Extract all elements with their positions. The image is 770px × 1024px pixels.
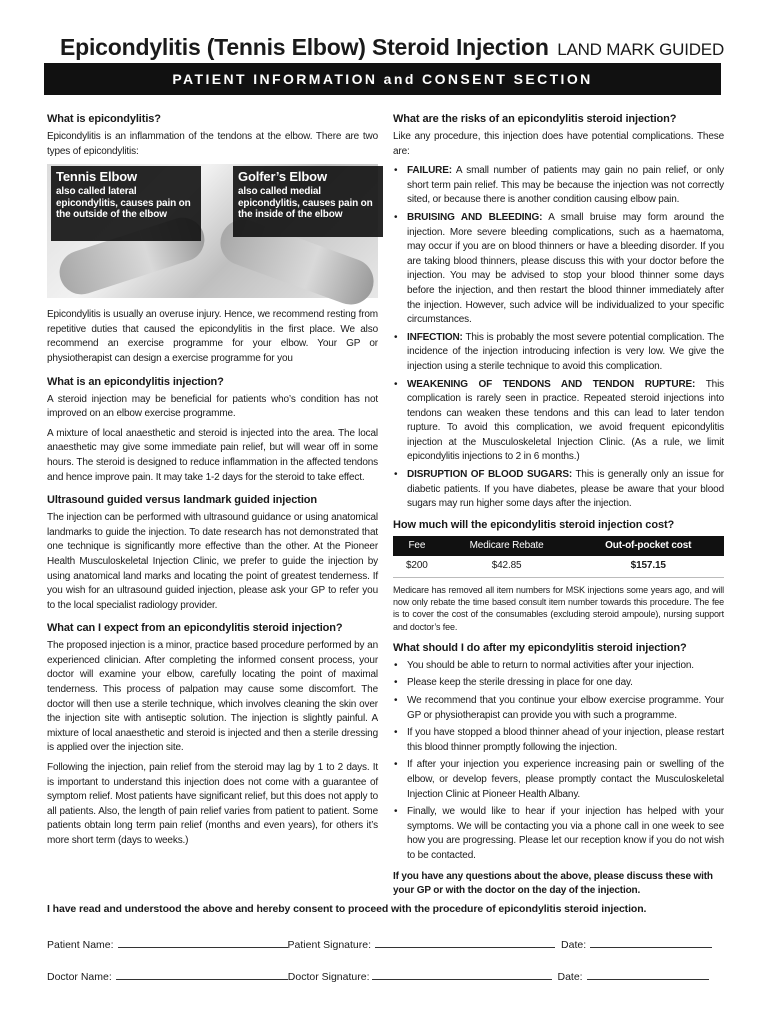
tennis-elbow-title: Tennis Elbow bbox=[56, 169, 138, 185]
risk-term: BRUISING AND BLEEDING: bbox=[407, 211, 543, 223]
patient-signature-label: Patient Signature: bbox=[287, 939, 372, 951]
cost-note: Medicare has removed all item numbers for MSK injections some years ago, and will now only rebate the time based consult item number towards this procedure. The fee is to cover the cost of the consumables (excluding steroid ampoule), nursing support and doctor’s fee. bbox=[393, 585, 724, 632]
heading-what-is-injection: What is an epicondylitis injection? bbox=[47, 375, 224, 388]
doctor-name-field[interactable] bbox=[116, 968, 288, 980]
intro-paragraph: Epicondylitis is an inflammation of the tendons at the elbow. There are two types of epicondylitis: bbox=[47, 131, 378, 157]
cost-table-header-row bbox=[393, 536, 724, 557]
golfers-elbow-text: also called medial epicondylitis, causes pain on the inside of the elbow bbox=[238, 186, 373, 221]
overuse-paragraph: Epicondylitis is usually an overuse injury. Hence, we recommend resting from repetitive duties that caused the epicondylitis in the first place. We also recommend an exercise programme for your elbow. Your GP or physiotherapist can design a exercise programme for you bbox=[47, 309, 378, 364]
risk-text: This is generally only an issue for diabetic patients. If you have diabetes, please be aware that your blood sugars may run higher some days after the injection. bbox=[407, 469, 724, 510]
risk-text: A small bruise may form around the injection. More severe bleeding complications, such as a haematoma, may occur if you are on blood thinners or have a bleeding disorder. If you are taking blood thinners, please discuss this with your doctor before the injection. You may be advised to stop your blood thinner some days before the injection, and then restart the blood thinner immediately after the injection. However, such advice will be individualized to your specific circumstances. bbox=[407, 211, 724, 326]
risk-text: A small number of patients may gain no pain relief, or only short term pain relief. This may be because the injection was not correctly sited, or because there is another condition causing elbow pain. bbox=[407, 165, 725, 206]
heading-what-to-expect: What can I expect from an epicondylitis steroid injection? bbox=[47, 622, 343, 635]
patient-signature-row bbox=[47, 936, 712, 951]
tennis-elbow-text: also called lateral epicondylitis, causes pain on the outside of the elbow bbox=[56, 186, 191, 221]
cost-fee-value: $200 bbox=[393, 556, 441, 577]
tennis-elbow-box bbox=[51, 166, 201, 241]
heading-cost: How much will the epicondylitis steroid injection cost? bbox=[393, 518, 675, 531]
doctor-date-label: Date: bbox=[557, 971, 583, 983]
document-title bbox=[60, 34, 740, 61]
cost-col-fee: Fee bbox=[393, 536, 441, 557]
after-item: • Please keep the sterile dressing in place for one day. bbox=[393, 676, 724, 691]
after-item: • Finally, we would like to hear if your injection has helped with your symptoms. We will be contacting you via a phone call in one week to see how you are progressing. Please let our reception know if you do not wish to be contacted. bbox=[393, 805, 724, 863]
injection-paragraph-1: A steroid injection may be beneficial for patients who’s condition has not improved on an elbow exercise programme. bbox=[47, 393, 378, 420]
ultrasound-paragraph: The injection can be performed with ultrasound guidance or using anatomical landmarks to guide the injection. To date research has not demonstrated that one technique is significantly more effective than the other. At the Pioneer Health Musculoskeletal Injection Clinic, we prefer to guide the injection by using anatomical land marks and locating the point of greatest tenderness. If you wish for an ultrasound guided injection, please ask your GP to refer you to the local specialist radiology provider. bbox=[47, 512, 378, 611]
risks-intro: Like any procedure, this injection does have potential complications. These are: bbox=[393, 131, 724, 157]
cost-table bbox=[393, 536, 724, 578]
after-item: • You should be able to return to normal activities after your injection. bbox=[393, 659, 724, 674]
title-subtitle: LAND MARK GUIDED bbox=[557, 40, 725, 59]
doctor-date-field[interactable] bbox=[587, 968, 709, 980]
doctor-signature-label: Doctor Signature: bbox=[287, 971, 370, 983]
consent-statement: I have read and understood the above and hereby consent to proceed with the procedure of epicondylitis steroid injection. bbox=[47, 903, 647, 915]
golfers-elbow-box bbox=[233, 166, 383, 237]
cost-col-rebate: Medicare Rebate bbox=[441, 536, 573, 557]
golfers-elbow-title: Golfer’s Elbow bbox=[238, 169, 327, 185]
risk-term: FAILURE: bbox=[407, 165, 452, 177]
heading-after-injection: What should I do after my epicondylitis steroid injection? bbox=[393, 641, 687, 654]
after-list bbox=[393, 659, 724, 864]
heading-risks: What are the risks of an epicondylitis steroid injection? bbox=[393, 113, 677, 125]
after-item: • If after your injection you experience increasing pain or swelling of the elbow, or develop fevers, please promptly contact the Musculoskeletal Injection Clinic at Pioneer Health Albany. bbox=[393, 758, 724, 802]
injection-paragraph-2: A mixture of local anaesthetic and steroid is injected into the area. The local anaesthetic may give some immediate pain relief, but will wear off in some hours. The steroid is designed to reduce inflammation in the affected tendons and hence improve pain. It may take 1-2 days for the steroid to take effect. bbox=[47, 427, 378, 483]
expect-paragraph-2: Following the injection, pain relief from the steroid may lag by 1 to 2 days. It is important to understand this injection does not come with a guarantee of symptom relief. Most patients have significant relief, but this does not apply to all patients. Also, the length of pain relief varies from patient to patient. Some patients obtain long term pain relief (months and even years), for others it’s more short term (days to weeks.) bbox=[47, 762, 378, 846]
risk-term: DISRUPTION OF BLOOD SUGARS: bbox=[407, 469, 573, 481]
expect-paragraph-1: The proposed injection is a minor, practice based procedure performed by an experienced clinician. After completing the informed consent process, your doctor will examine your elbow, carefully locating the point of maximal tenderness. This process of palpation may cause some discomfort. The doctor will then use a sterile technique, which involves cleaning the skin over the injection site with antiseptic solution. The injection is slightly painful. A mixture of local anaesthetic and steroid is injected and then a sterile dressing is applied over the injection site. bbox=[47, 640, 378, 754]
risk-text: This complication is rarely seen in practice. Repeated steroid injections into tendons can weaken these tendons and this can lead to later tendon rupture. To avoid this complication, we avoid frequent epicondylitis injection at the Musculoskeletal Injection Clinic. (As a rule, we limit epicondylitis injections to 2 in 6 months.) bbox=[407, 378, 724, 463]
patient-name-label: Patient Name: bbox=[47, 939, 114, 951]
cost-rebate-value: $42.85 bbox=[441, 556, 573, 577]
doctor-signature-field[interactable] bbox=[372, 968, 552, 980]
heading-what-is-epicondylitis: What is epicondylitis? bbox=[47, 113, 161, 125]
risk-item bbox=[393, 331, 724, 375]
left-column bbox=[47, 112, 378, 854]
doctor-name-label: Doctor Name: bbox=[47, 971, 112, 983]
risk-text: This is probably the most severe potential complication. The incidence of the injection introducing infection is very low. We give the injection using a sterile technique to avoid this complication. bbox=[407, 331, 724, 372]
risk-term: WEAKENING OF TENDONS AND TENDON RUPTURE: bbox=[407, 378, 696, 390]
patient-name-field[interactable] bbox=[118, 936, 288, 948]
risks-list bbox=[393, 164, 724, 512]
patient-date-field[interactable] bbox=[590, 936, 712, 948]
title-main: Epicondylitis (Tennis Elbow) Steroid Injection bbox=[60, 34, 549, 60]
after-item: • If you have stopped a blood thinner ahead of your injection, please restart this blood thinner promptly following the injection. bbox=[393, 726, 724, 755]
risk-term: INFECTION: bbox=[407, 331, 463, 343]
right-column bbox=[393, 112, 724, 899]
closing-statement: If you have any questions about the above, please discuss these with your GP or with the doctor on the day of the injection. bbox=[393, 870, 713, 897]
elbow-illustration bbox=[47, 164, 378, 298]
risk-item bbox=[393, 211, 724, 328]
risk-item bbox=[393, 378, 724, 466]
cost-col-out-of-pocket: Out-of-pocket cost bbox=[572, 536, 724, 557]
risk-item bbox=[393, 164, 724, 208]
heading-ultrasound-vs-landmark: Ultrasound guided versus landmark guided injection bbox=[47, 494, 318, 507]
patient-date-label: Date: bbox=[561, 939, 587, 951]
cost-table-row bbox=[393, 556, 724, 577]
patient-signature-field[interactable] bbox=[375, 936, 555, 948]
doctor-signature-row bbox=[47, 968, 709, 983]
section-banner: PATIENT INFORMATION and CONSENT SECTION bbox=[44, 63, 721, 95]
cost-out-of-pocket-value: $157.15 bbox=[572, 556, 724, 577]
risk-item bbox=[393, 468, 724, 512]
after-item: • We recommend that you continue your elbow exercise programme. Your GP or physiotherapist can provide you with such a programme. bbox=[393, 694, 724, 723]
